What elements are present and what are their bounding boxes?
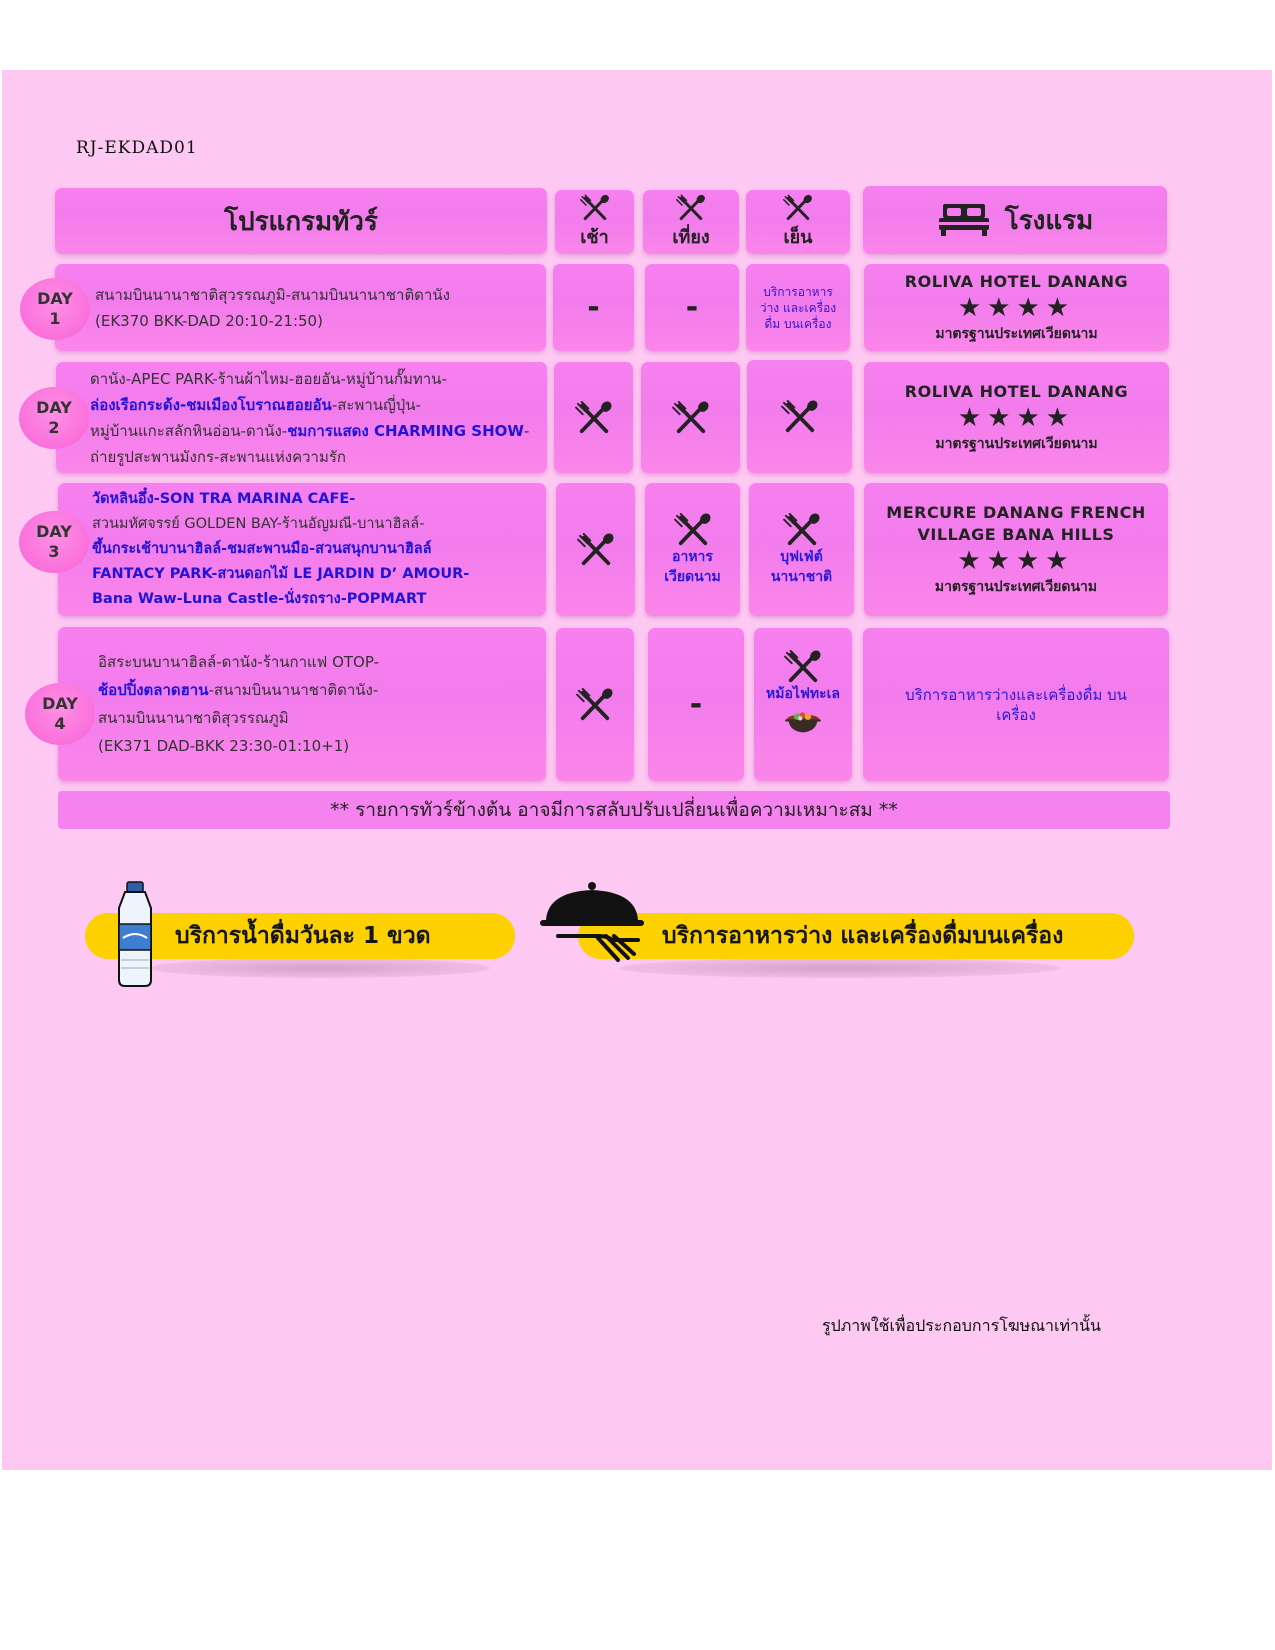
day2-badge <box>19 387 89 449</box>
day3-dinner <box>749 483 854 616</box>
bed-icon <box>937 202 991 238</box>
day3-line3: ขึ้นกระเช้าบานาฮิลล์-ชมสะพานมือ-สวนสนุกบานาฮิลล์ <box>92 541 432 557</box>
day1-hotel-stars: ★★★★ <box>957 292 1076 323</box>
day2-breakfast <box>554 362 633 473</box>
hotpot-icon <box>784 704 822 738</box>
day4-breakfast <box>556 628 634 781</box>
day3-dinner-value: บุฟเฟ่ต์ นานาชาติ <box>770 548 833 585</box>
day1-breakfast <box>553 264 634 351</box>
header-program-label: โปรแกรมทัวร์ <box>224 206 378 237</box>
day2-dinner <box>747 360 852 473</box>
day2-lunch <box>641 362 740 473</box>
day3-line2: สวนมหัศจรรย์ GOLDEN BAY-ร้านอัญมณี-บานาฮิลล์- <box>92 516 425 532</box>
header-hotel <box>863 186 1167 254</box>
pill-shadow <box>150 958 490 978</box>
day3-badge <box>19 511 89 573</box>
day4-lunch-value: - <box>689 687 703 722</box>
day3-lunch <box>645 483 740 616</box>
day1-hotel-standard: มาตรฐานประเทศเวียดนาม <box>935 325 1098 342</box>
day2-hotel <box>864 362 1169 473</box>
day2-line2 <box>90 392 547 418</box>
day3-hotel-standard: มาตรฐานประเทศเวียดนาม <box>934 578 1098 595</box>
day1-lunch-value: - <box>685 290 699 325</box>
day2-hotel-name: ROLIVA HOTEL DANANG <box>904 381 1129 401</box>
day3-hotel-name: MERCURE DANANG FRENCH VILLAGE BANA HILLS <box>886 502 1146 544</box>
day3-program <box>58 483 546 616</box>
day4-line4: (EK371 DAD-BKK 23:30-01:10+1) <box>98 737 350 755</box>
day1-badge <box>20 278 90 340</box>
day4-hotel <box>863 628 1169 781</box>
day2-line3 <box>90 418 547 444</box>
day2-line1: ดานัง-APEC PARK-ร้านผ้าไหม-ฮอยอัน-หมู่บ้านกั๊มทาน- <box>90 369 447 388</box>
header-hotel-label: โรงแรม <box>1004 205 1094 236</box>
day4-program <box>58 627 546 781</box>
day4-lunch <box>648 628 744 781</box>
utensils-icon <box>575 401 613 435</box>
snack-service-label: บริการอาหารว่าง และเครื่องดื่มบนเครื่อง <box>662 923 1064 949</box>
day2-line2-rest: -สะพานญี่ปุ่น- <box>331 395 421 414</box>
day1-hotel-name: ROLIVA HOTEL DANANG <box>904 271 1129 291</box>
utensils-icon <box>674 513 712 547</box>
day-word: DAY <box>36 522 72 541</box>
itinerary-disclaimer <box>58 791 1170 829</box>
utensils-icon <box>676 194 706 222</box>
utensils-icon <box>781 400 819 434</box>
day1-breakfast-value: - <box>587 290 600 325</box>
utensils-icon <box>784 650 822 684</box>
day2-hotel-stars: ★★★★ <box>957 402 1076 433</box>
day3-line4: FANTACY PARK-สวนดอกไม้ LE JARDIN D’ AMOUR- <box>92 566 470 582</box>
day3-hotel <box>864 483 1168 616</box>
utensils-icon <box>783 513 821 547</box>
day4-line2-highlight: ช้อปปิ้งตลาดฮาน <box>98 681 209 699</box>
day1-line2: (EK370 BKK-DAD 20:10-21:50) <box>95 311 323 330</box>
pill-shadow <box>620 958 1060 978</box>
day-word: DAY <box>37 289 73 308</box>
day3-breakfast <box>556 483 635 616</box>
header-lunch-label: เที่ยง <box>672 226 710 248</box>
header-lunch <box>643 190 739 254</box>
day3-hotel-stars: ★★★★ <box>957 545 1075 576</box>
day-number: 4 <box>54 714 66 733</box>
water-bottle-icon <box>105 880 165 990</box>
utensils-icon <box>576 688 614 722</box>
day-word: DAY <box>36 398 72 417</box>
day3-lunch-value: อาหาร เวียดนาม <box>664 548 721 585</box>
utensils-icon <box>580 194 610 222</box>
itinerary-disclaimer-text: ** รายการทัวร์ข้างต้น อาจมีการสลับปรับเปลี่ยนเพื่อความเหมาะสม ** <box>330 799 898 821</box>
day4-line2 <box>98 676 546 704</box>
day-number: 3 <box>48 542 60 561</box>
footer-disclaimer: รูปภาพใช้เพื่อประกอบการโฆษณาเท่านั้น <box>822 1316 1101 1335</box>
day4-hotel-note: บริการอาหารว่างและเครื่องดื่ม บนเครื่อง <box>905 685 1127 724</box>
day1-hotel <box>864 264 1169 351</box>
day-number: 1 <box>49 309 61 328</box>
day2-hotel-standard: มาตรฐานประเทศเวียดนาม <box>935 435 1098 452</box>
day4-line2-rest: -สนามบินนานาชาติดานัง- <box>208 681 379 699</box>
utensils-icon <box>672 401 710 435</box>
header-breakfast <box>555 190 634 254</box>
day4-badge <box>25 683 95 745</box>
day4-line1: อิสระบนบานาฮิลล์-ดานัง-ร้านกาแฟ OTOP- <box>98 653 379 671</box>
day2-line2-highlight: ล่องเรือกระด้ง-ชมเมืองโบราณฮอยอัน <box>90 395 332 414</box>
day3-line5: Bana Waw-Luna Castle-นั่งรถราง-POPMART <box>92 591 427 607</box>
utensils-icon <box>783 194 813 222</box>
day1-line1: สนามบินนานาชาติสุวรรณภูมิ-สนามบินนานาชาติดานัง <box>95 285 450 304</box>
day2-line4: ถ่ายรูปสะพานมังกร-สะพานแห่งความรัก <box>90 447 346 466</box>
day2-program <box>56 362 547 473</box>
day4-line3: สนามบินนานาชาติสุวรรณภูมิ <box>98 709 289 727</box>
day2-line3-highlight: ชมการแสดง CHARMING SHOW <box>287 421 524 440</box>
day4-dinner <box>754 628 852 781</box>
day2-line3-b: - <box>523 421 530 440</box>
utensils-icon <box>577 533 615 567</box>
serving-cloche-icon <box>538 880 650 964</box>
day-word: DAY <box>42 694 78 713</box>
document-code: RJ-EKDAD01 <box>76 138 198 158</box>
day-number: 2 <box>48 418 60 437</box>
header-dinner <box>746 190 850 254</box>
day2-line3-a: หมู่บ้านแกะสลักหินอ่อน-ดานัง- <box>90 421 288 440</box>
day1-dinner-value: บริการอาหารว่าง และเครื่องดื่ม บนเครื่อง <box>759 284 837 331</box>
day4-dinner-value: หม้อไฟทะเล <box>766 686 840 702</box>
day1-program <box>55 264 546 351</box>
day1-lunch <box>645 264 739 351</box>
header-breakfast-label: เช้า <box>580 226 609 248</box>
header-program <box>55 188 547 254</box>
day3-line1: วัดหลินอึ๋ง-SON TRA MARINA CAFE- <box>92 491 356 507</box>
water-service-label: บริการน้ำดื่มวันละ 1 ขวด <box>175 923 431 949</box>
day1-dinner <box>746 264 850 351</box>
header-dinner-label: เย็น <box>783 226 813 248</box>
snack-service-pill <box>578 913 1134 959</box>
